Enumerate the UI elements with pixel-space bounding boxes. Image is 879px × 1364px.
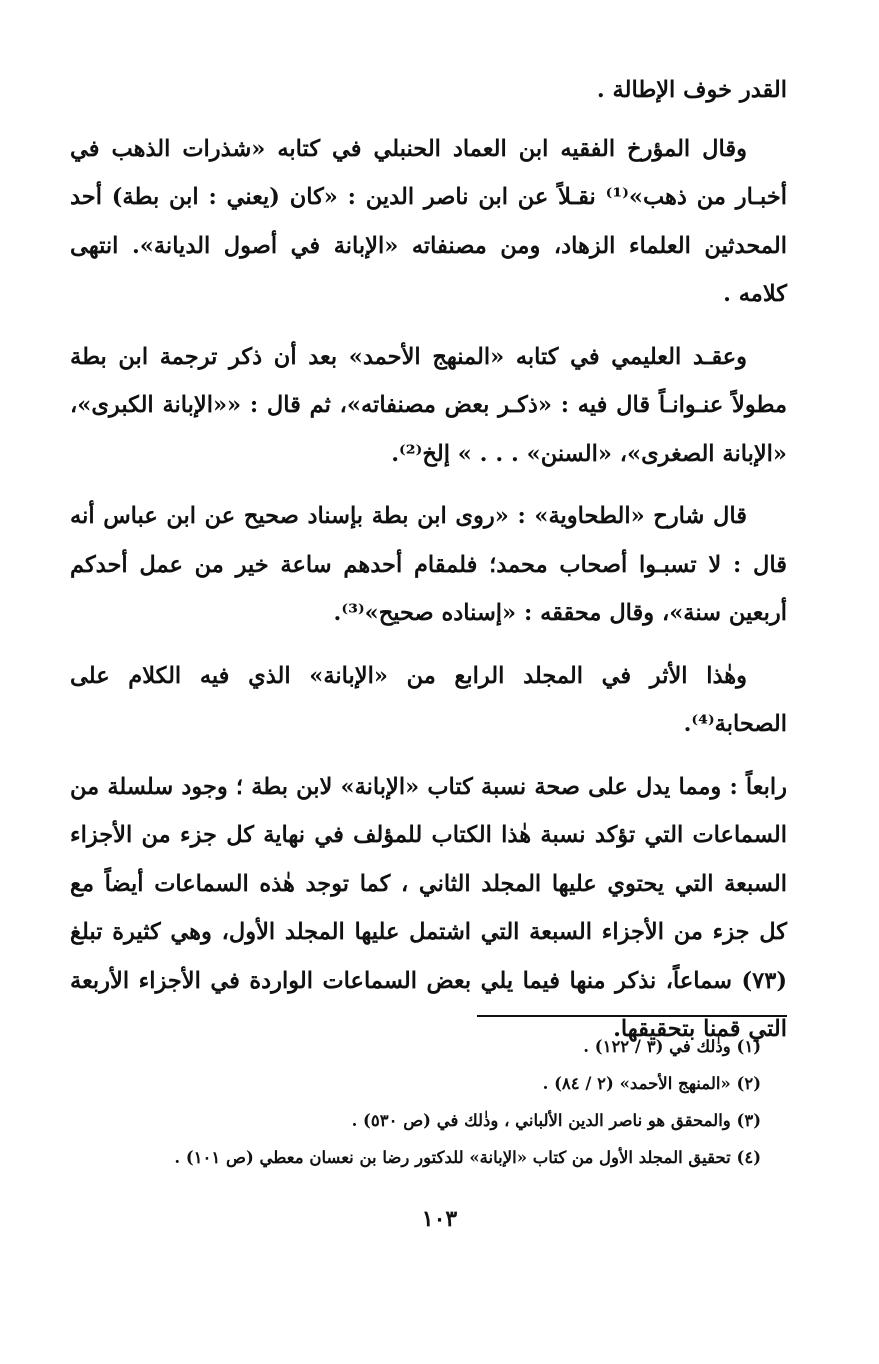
footnote-1: (١) وذٰلك في (٣ / ١٢٢) . [583, 1037, 761, 1056]
footnote-2: (٢) «المنهج الأحمد» (٢ / ٨٤) . [542, 1074, 761, 1093]
paragraph-ibn-al-imad: وقال المؤرخ الفقيه ابن العماد الحنبلي في كتابه «شذرات الذهب في أخبـار من ذهب»⁽¹⁾ نقـلاً عن ابن ناصر الدين : «كان (يعني : ابن بطة) أحد المحدثين العلماء الزهاد، ومن مصنفاته «الإبانة في أصول الديانة». انتهى كلامه . [70, 135, 787, 307]
paragraph-continuation: القدر خوف الإطالة . [596, 77, 787, 103]
footnote-4: (٤) تحقيق المجلد الأول من كتاب «الإبانة» للدكتور رضا بن نعسان معطي (ص ١٠١) . [174, 1148, 761, 1167]
paragraph-tahawiyya: قال شارح «الطحاوية» : «روى ابن بطة بإسناد صحيح عن ابن عباس أنه قال : لا تسبـوا أصحاب محمد؛ فلمقام أحدهم ساعة خير من عمل أحدكم أربعين سنة»، وقال محققه : «إسناده صحيح»⁽³⁾. [70, 503, 787, 626]
main-text [70, 66, 787, 1068]
paragraph-al-ulaymi: وعقـد العليمي في كتابه «المنهج الأحمد» بعد أن ذكر ترجمة ابن بطة مطولاً عنـوانـاً قال فيه : «ذكـر بعض مصنفاته»، ثم قال : ««الإبانة الكبرى»، «الإبانة الصغرى»، «السنن» . . . » إلخ⁽²⁾. [70, 343, 787, 467]
page-number: ١٠٣ [421, 1206, 458, 1232]
paragraph-fourth-proof: رابعاً : ومما يدل على صحة نسبة كتاب «الإبانة» لابن بطة ؛ وجود سلسلة من السماعات التي تؤكد نسبة هٰذا الكتاب للمؤلف في نهاية كل جزء من الأجزاء السبعة التي يحتوي عليها المجلد الثاني ، كما توجد هٰذه السماعات أيضاً مع كل جزء من الأجزاء السبعة التي اشتمل عليها المجلد الأول، وهي كثيرة تبلغ (٧٣) سماعاً، نذكر منها فيما يلي بعض السماعات الواردة في الأجزاء الأربعة التي قمنا بتحقيقها. [70, 773, 787, 1042]
footnote-3: (٣) والمحقق هو ناصر الدين الألباني ، وذٰلك في (ص ٥٣٠) . [351, 1111, 761, 1130]
footnote-separator [477, 1015, 787, 1017]
paragraph-athar: وهٰذا الأثر في المجلد الرابع من «الإبانة» الذي فيه الكلام على الصحابة⁽⁴⁾. [70, 662, 787, 737]
footnotes [70, 1028, 761, 1176]
